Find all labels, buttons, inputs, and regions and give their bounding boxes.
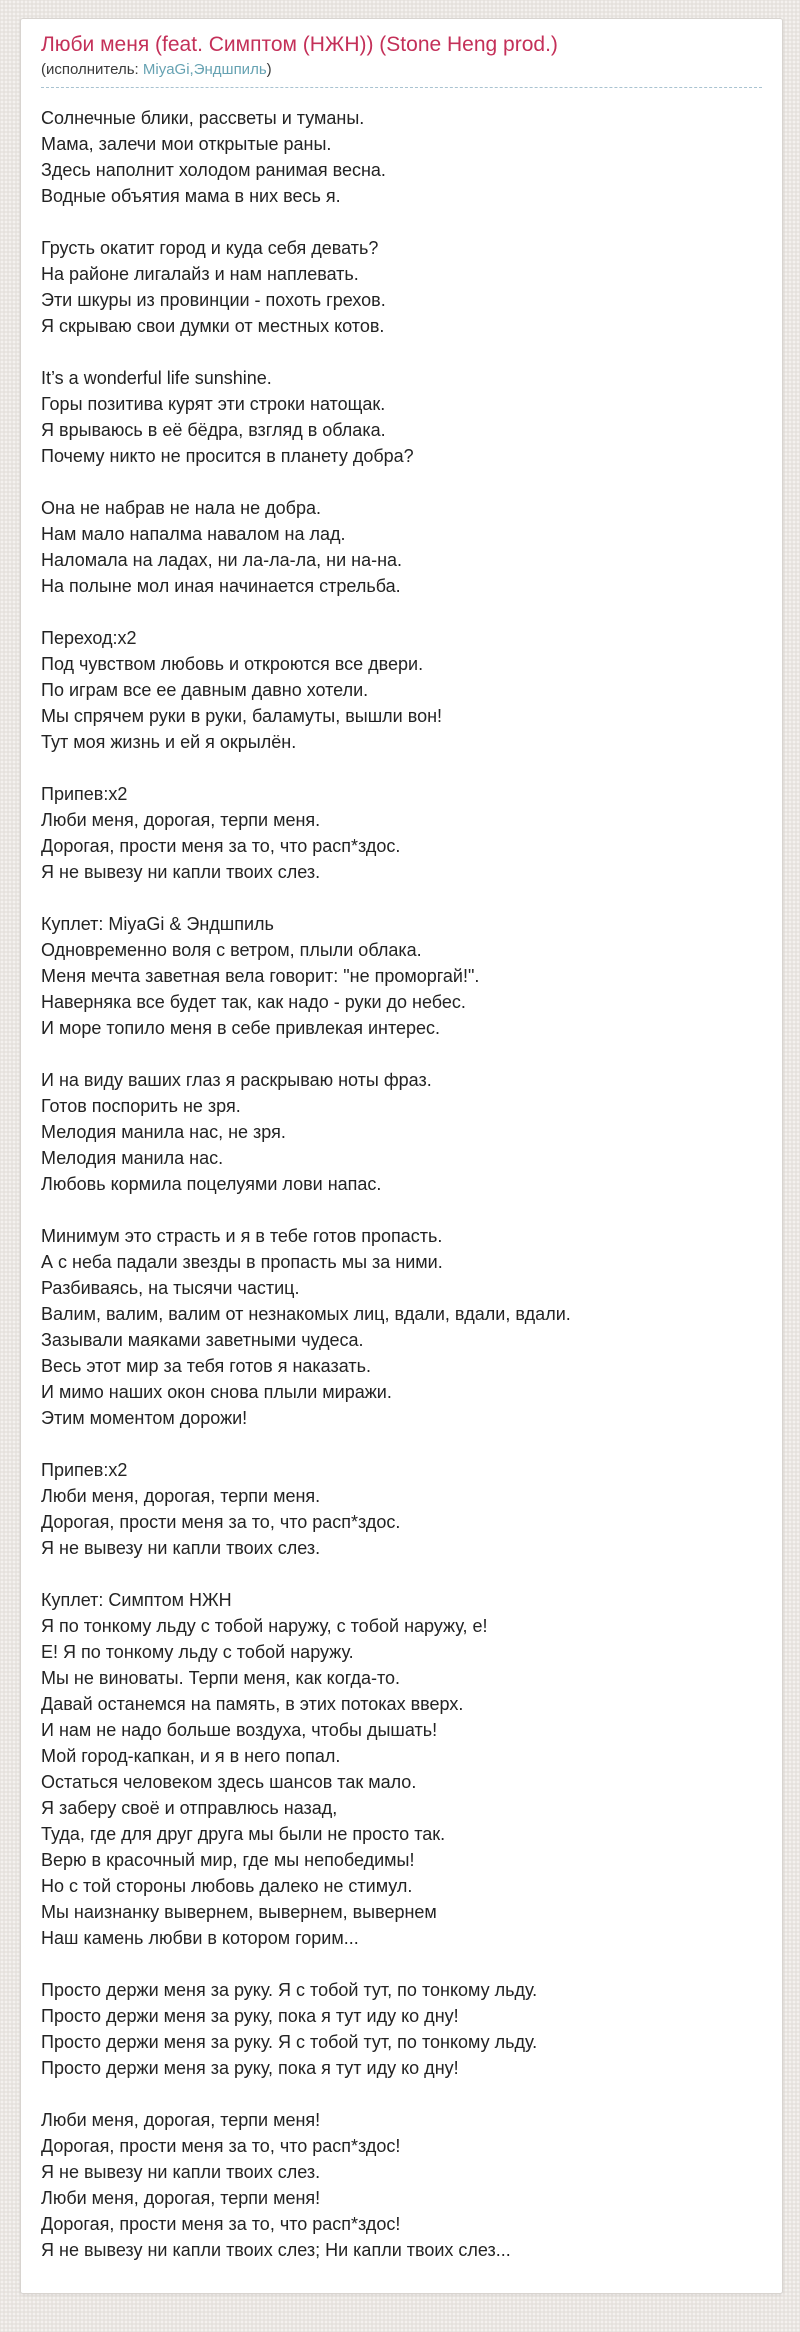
lyric-line: На районе лигалайз и нам наплевать. — [41, 264, 359, 284]
lyric-line: Разбиваясь, на тысячи частиц. — [41, 1278, 300, 1298]
lyric-line: Наломала на ладах, ни ла-ла-ла, ни на-на. — [41, 550, 403, 570]
page-background — [0, 18, 800, 2332]
artist-label-close: ) — [266, 61, 272, 78]
stanza — [41, 1457, 762, 1561]
lyric-line: Тут моя жизнь и ей я окрылён. — [41, 732, 297, 752]
lyric-line: Я не вывезу ни капли твоих слез. — [41, 2162, 321, 2182]
lyric-line: Грусть окатит город и куда себя девать? — [41, 238, 379, 258]
lyric-line: Мы наизнанку вывернем, вывернем, вывернем — [41, 1902, 437, 1922]
stanza — [41, 2107, 762, 2263]
lyric-line: Дорогая, прости меня за то, что расп*здос. — [41, 836, 401, 856]
lyric-line: Минимум это страсть и я в тебе готов пропасть. — [41, 1226, 443, 1246]
lyric-line: Дорогая, прости меня за то, что расп*здос. — [41, 1512, 401, 1532]
artist-label: (исполнитель: — [41, 61, 143, 78]
lyric-line: И на виду ваших глаз я раскрываю ноты фраз. — [41, 1070, 432, 1090]
lyric-line: Мы не виноваты. Терпи меня, как когда-то. — [41, 1668, 401, 1688]
lyric-line: И мимо наших окон снова плыли миражи. — [41, 1382, 392, 1402]
artist-line — [41, 59, 762, 88]
lyric-line: На полыне мол иная начинается стрельба. — [41, 576, 401, 596]
lyric-line: Люби меня, дорогая, терпи меня. — [41, 1486, 321, 1506]
stanza — [41, 235, 762, 339]
lyric-line: Водные объятия мама в них весь я. — [41, 186, 341, 206]
lyric-line: Под чувством любовь и откроются все двери. — [41, 654, 424, 674]
lyric-line: Валим, валим, валим от незнакомых лиц, вдали, вдали, вдали. — [41, 1304, 571, 1324]
stanza — [41, 1587, 762, 1951]
lyric-line: Припев:x2 — [41, 1460, 128, 1480]
lyric-line: Люби меня, дорогая, терпи меня. — [41, 810, 321, 830]
lyric-line: Нам мало напалма навалом на лад. — [41, 524, 346, 544]
lyric-line: Переход:x2 — [41, 628, 137, 648]
lyric-line: Припев:x2 — [41, 784, 128, 804]
lyric-line: Она не набрав не нала не добра. — [41, 498, 321, 518]
lyric-line: Мама, залечи мои открытые раны. — [41, 134, 332, 154]
lyric-line: Наверняка все будет так, как надо - руки до небес. — [41, 992, 466, 1012]
lyric-line: Просто держи меня за руку, пока я тут иду ко дну! — [41, 2006, 459, 2026]
lyric-line: Этим моментом дорожи! — [41, 1408, 248, 1428]
lyric-line: Остаться человеком здесь шансов так мало. — [41, 1772, 417, 1792]
lyric-line: Я скрываю свои думки от местных котов. — [41, 316, 385, 336]
lyric-line: Одновременно воля с ветром, плыли облака. — [41, 940, 422, 960]
lyric-line: Мелодия манила нас, не зря. — [41, 1122, 286, 1142]
stanza — [41, 1223, 762, 1431]
lyric-line: Люби меня, дорогая, терпи меня! — [41, 2110, 321, 2130]
lyric-line: Здесь наполнит холодом ранимая весна. — [41, 160, 386, 180]
lyric-line: Весь этот мир за тебя готов я наказать. — [41, 1356, 371, 1376]
stanza — [41, 911, 762, 1041]
lyric-line: Куплет: Симптом НЖН — [41, 1590, 232, 1610]
lyric-line: А с неба падали звезды в пропасть мы за ними. — [41, 1252, 443, 1272]
lyric-line: Е! Я по тонкому льду с тобой наружу. — [41, 1642, 354, 1662]
lyric-line: Дорогая, прости меня за то, что расп*здос! — [41, 2136, 401, 2156]
stanza — [41, 365, 762, 469]
lyric-line: Меня мечта заветная вела говорит: "не проморгай!". — [41, 966, 480, 986]
stanza — [41, 1067, 762, 1197]
artist-link[interactable]: MiyaGi,Эндшпиль — [142, 61, 267, 78]
lyric-line: Любовь кормила поцелуями лови напас. — [41, 1174, 382, 1194]
lyric-line: Но с той стороны любовь далеко не стимул. — [41, 1876, 413, 1896]
lyric-line: Я по тонкому льду с тобой наружу, с тобой наружу, е! — [41, 1616, 488, 1636]
lyric-line: Просто держи меня за руку, пока я тут иду ко дну! — [41, 2058, 459, 2078]
stanza — [41, 495, 762, 599]
lyric-line: Туда, где для друг друга мы были не просто так. — [41, 1824, 446, 1844]
lyric-line: Я заберу своё и отправлюсь назад, — [41, 1798, 338, 1818]
lyric-line: Я не вывезу ни капли твоих слез; Ни капли твоих слез... — [41, 2240, 511, 2260]
lyric-line: Мы спрячем руки в руки, баламуты, вышли вон! — [41, 706, 443, 726]
stanza — [41, 625, 762, 755]
lyrics-text — [41, 105, 762, 2263]
lyric-line: Готов поспорить не зря. — [41, 1096, 241, 1116]
stanza — [41, 781, 762, 885]
lyric-line: Наш камень любви в котором горим... — [41, 1928, 359, 1948]
lyric-line: Солнечные блики, рассветы и туманы. — [41, 108, 365, 128]
stanza — [41, 105, 762, 209]
lyric-line: По играм все ее давным давно хотели. — [41, 680, 369, 700]
lyric-line: It’s a wonderful life sunshine. — [41, 368, 272, 388]
song-title: Люби меня (feat. Симптом (НЖН)) (Stone Heng prod.) — [41, 33, 558, 56]
lyric-line: Люби меня, дорогая, терпи меня! — [41, 2188, 321, 2208]
lyric-line: Я не вывезу ни капли твоих слез. — [41, 1538, 321, 1558]
lyric-line: Давай останемся на память, в этих потоках вверх. — [41, 1694, 464, 1714]
lyric-line: И море топило меня в себе привлекая интерес. — [41, 1018, 441, 1038]
lyric-line: Просто держи меня за руку. Я с тобой тут, по тонкому льду. — [41, 2032, 538, 2052]
lyric-line: Зазывали маяками заветными чудеса. — [41, 1330, 364, 1350]
lyrics-card — [20, 18, 783, 2294]
lyric-line: Дорогая, прости меня за то, что расп*здос! — [41, 2214, 401, 2234]
lyric-line: Мелодия манила нас. — [41, 1148, 224, 1168]
lyric-line: Куплет: MiyaGi & Эндшпиль — [41, 914, 274, 934]
stanza — [41, 1977, 762, 2081]
lyric-line: Верю в красочный мир, где мы непобедимы! — [41, 1850, 415, 1870]
lyric-line: Просто держи меня за руку. Я с тобой тут, по тонкому льду. — [41, 1980, 538, 2000]
lyric-line: Почему никто не просится в планету добра? — [41, 446, 414, 466]
lyric-line: Горы позитива курят эти строки натощак. — [41, 394, 386, 414]
lyric-line: Я не вывезу ни капли твоих слез. — [41, 862, 321, 882]
lyric-line: Мой город-капкан, и я в него попал. — [41, 1746, 341, 1766]
lyric-line: Эти шкуры из провинции - похоть грехов. — [41, 290, 386, 310]
lyric-line: Я врываюсь в её бёдра, взгляд в облака. — [41, 420, 386, 440]
lyric-line: И нам не надо больше воздуха, чтобы дышать! — [41, 1720, 438, 1740]
